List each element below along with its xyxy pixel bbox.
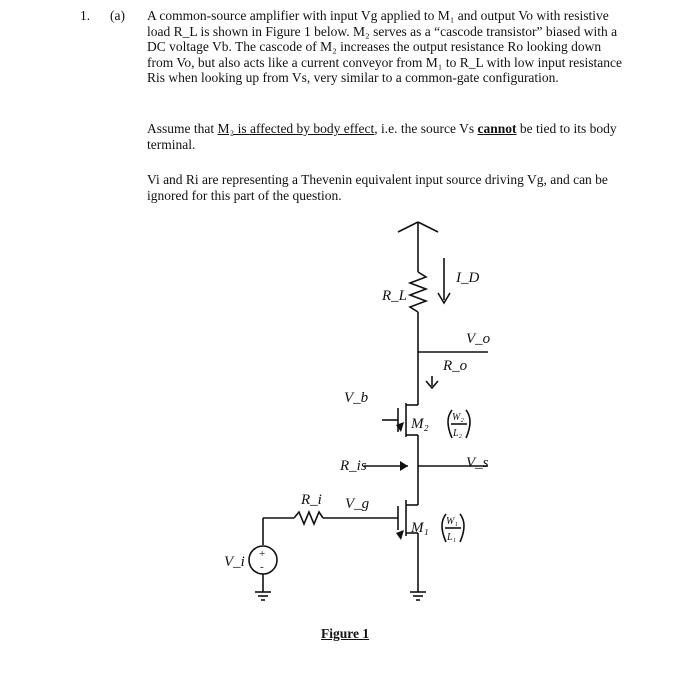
vo-label: V_o	[466, 331, 491, 347]
vb-label: V_b	[344, 390, 369, 406]
ri-label: R_i	[301, 492, 322, 508]
rl-resistor	[410, 272, 426, 312]
cannot-emphasis: cannot	[477, 121, 517, 136]
w1-label: W₁	[446, 516, 458, 527]
body-effect-underline: M₂ is affected by body effect	[217, 121, 375, 136]
ris-label: R_is	[340, 458, 367, 474]
ro-label: R_o	[443, 358, 468, 374]
intro-paragraph: A common-source amplifier with input Vg applied to M₁ and output Vo with resistive load R_L is shown in Figure 1 below. M₂ serves as a “cascode transistor” biased with a DC voltage Vb. The cascode of M₂ increases the output resistance Ro looking down from Vo, but also acts like a current conveyor from M₁ to R_L with low input resistance Ris when looking up from Vs, very similar to a common-gate configuration.	[147, 8, 622, 86]
ris-arrowhead	[400, 461, 408, 471]
id-label: I_D	[456, 270, 480, 286]
vi-plus: +	[259, 548, 266, 560]
assumption-prefix: Assume that	[147, 121, 218, 136]
vdd-symbol-right	[418, 222, 438, 232]
vg-label: V_g	[345, 496, 370, 512]
assumption-suffix: be tied to its body terminal.	[147, 121, 617, 152]
w2-label: W₂	[452, 412, 464, 423]
ri-resistor	[294, 512, 323, 524]
vi-minus: -	[260, 561, 264, 573]
figure-caption: Figure 1	[321, 626, 370, 641]
m2-label: M₂	[411, 416, 429, 432]
m1-source-arrow	[396, 530, 404, 540]
vi-label: V_i	[224, 554, 245, 570]
l2-label: L₂	[453, 428, 463, 439]
vs-label: V_s	[466, 455, 489, 471]
assumption-middle: , i.e. the source Vs	[374, 121, 478, 136]
rl-label: R_L	[382, 288, 408, 304]
thevenin-paragraph: Vi and Ri are representing a Thevenin equivalent input source driving Vg, and can be ignored for this part of the question.	[147, 172, 608, 203]
l1-label: L₁	[447, 532, 457, 543]
vdd-symbol	[398, 222, 418, 232]
question-part: (a)	[110, 8, 125, 23]
m1-label: M₁	[411, 520, 429, 536]
question-number: 1.	[80, 8, 91, 23]
